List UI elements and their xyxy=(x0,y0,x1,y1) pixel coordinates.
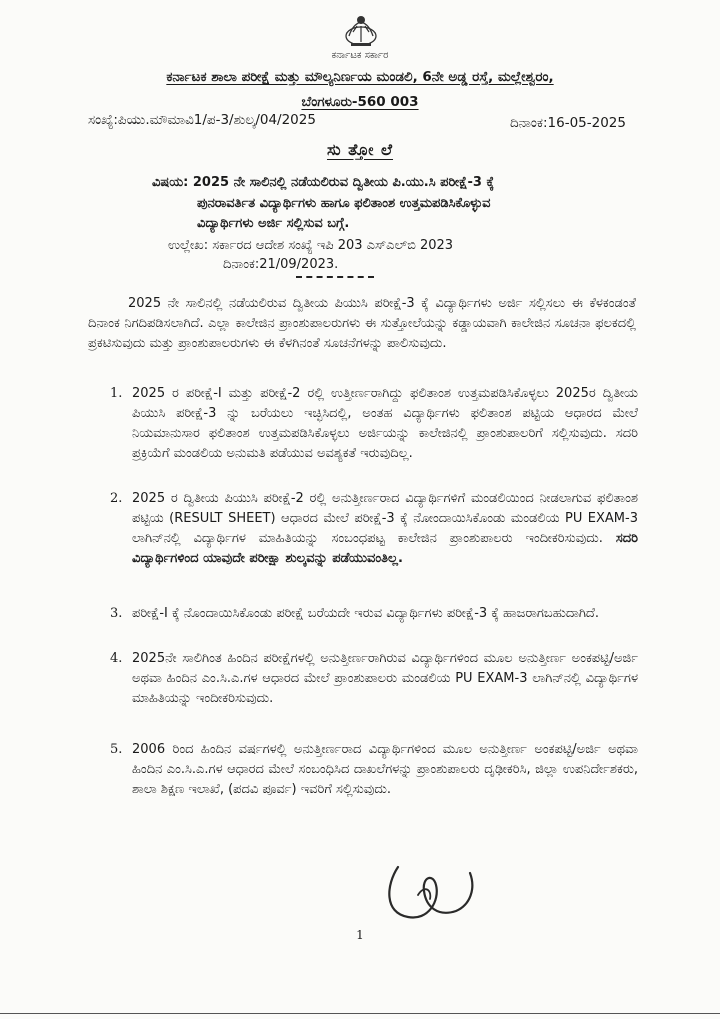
list-item-text: 2025 ರ ದ್ವಿತೀಯ ಪಿಯುಸಿ ಪರೀಕ್ಷೆ-2 ರಲ್ಲಿ ಅನುತ್ತೀರ್ಣರಾದ ವಿದ್ಯಾರ್ಥಿಗಳಿಗೆ ಮಂಡಲಿಯಿಂದ ನೀಡಲಾಗುವ ಫಲಿತಾಂಶ ಪಟ್ಟಿಯ (RESULT SHEET) ಆಧಾರದ ಮೇಲೆ ಪರೀಕ್ಷೆ-3 ಕ್ಕೆ ನೋಂದಾಯಿಸಿಕೊಂಡು ಮಂಡಲಿಯ PU EXAM-3 ಲಾಗಿನ್‌ನಲ್ಲಿ ವಿದ್ಯಾರ್ಥಿಗಳ ಮಾಹಿತಿಯನ್ನು ಸಂಬಂಧಪಟ್ಟ ಕಾಲೇಜಿನ ಪ್ರಾಂಶುಪಾಲರು ಇಂದೀಕರಿಸುವುದು. xyxy=(132,491,638,546)
list-item-text: 2025ನೇ ಸಾಲಿಗಿಂತ ಹಿಂದಿನ ಪರೀಕ್ಷೆಗಳಲ್ಲಿ ಅನುತ್ತೀರ್ಣರಾಗಿರುವ ವಿದ್ಯಾರ್ಥಿಗಳಿಂದ ಮೂಲ ಅನುತ್ತೀರ್ಣ ಅಂಕಪಟ್ಟಿ/ಅರ್ಜಿ ಅಥವಾ ಹಿಂದಿನ ಎಂ.ಸಿ.ಎ.ಗಳ ಆಧಾರದ ಮೇಲೆ ಪ್ರಾಂಶುಪಾಲರು ಮಂಡಲಿಯ PU EXAM-3 ಲಾಗಿನ್‌ನಲ್ಲಿ ವಿದ್ಯಾರ್ಥಿಗಳ ಮಾಹಿತಿಯನ್ನು ಇಂದೀಕರಿಸುವುದು. xyxy=(132,651,638,706)
reference-block xyxy=(168,236,628,274)
list-item xyxy=(110,604,638,624)
list-item xyxy=(110,384,638,464)
bottom-rule xyxy=(0,1013,720,1014)
list-item-number: 1. xyxy=(110,386,123,401)
government-label: ಕರ್ನಾಟಕ ಸರ್ಕಾರ xyxy=(331,50,389,61)
separator-dashes xyxy=(296,276,374,278)
list-item-text: ಪರೀಕ್ಷೆ-I ಕ್ಕೆ ನೊಂದಾಯಿಸಿಕೊಂಡು ಪರೀಕ್ಷೆ ಬರೆಯದೇ ಇರುವ ವಿದ್ಯಾರ್ಥಿಗಳು ಪರೀಕ್ಷೆ-3 ಕ್ಕೆ ಹಾಜರಾಗಬಹುದಾಗಿದೆ. xyxy=(132,606,599,621)
list-item xyxy=(110,489,638,569)
circular-date: ದಿನಾಂಕ:16-05-2025 xyxy=(509,115,626,131)
reference-line1: ಸರ್ಕಾರದ ಆದೇಶ ಸಂಖ್ಯೆ ಇಪಿ 203 ಎಸ್‌ಎಲ್‌ಬಿ 2023 xyxy=(212,238,454,253)
list-item-number: 4. xyxy=(110,651,123,666)
list-item xyxy=(110,740,638,800)
subject-block xyxy=(152,173,632,235)
list-item-number: 3. xyxy=(110,606,123,621)
signature-mark xyxy=(378,855,498,935)
subject-line2: ಪುನರಾವರ್ತಿತ ವಿದ್ಯಾರ್ಥಿಗಳು ಹಾಗೂ ಫಲಿತಾಂಶ ಉತ್ತಮಪಡಿಸಿಕೊಳ್ಳುವ xyxy=(197,195,491,211)
state-emblem-icon xyxy=(341,12,381,48)
subject-label: ವಿಷಯ: xyxy=(152,175,189,190)
list-item-number: 5. xyxy=(110,742,123,757)
list-item-text: 2006 ರಿಂದ ಹಿಂದಿನ ವರ್ಷಗಳಲ್ಲಿ ಅನುತ್ತೀರ್ಣರಾದ ವಿದ್ಯಾರ್ಥಿಗಳಿಂದ ಮೂಲ ಅನುತ್ತೀರ್ಣ ಅಂಕಪಟ್ಟಿ/ಅರ್ಜಿ ಅಥವಾ ಹಿಂದಿನ ಎಂ.ಸಿ.ಎ.ಗಳ ಆಧಾರದ ಮೇಲೆ ಸಂಬಂಧಿಸಿದ ದಾಖಲೆಗಳನ್ನು ಪ್ರಾಂಶುಪಾಲರು ದೃಢೀಕರಿಸಿ, ಜಿಲ್ಲಾ ಉಪನಿರ್ದೇಶಕರು, ಶಾಲಾ ಶಿಕ್ಷಣ ಇಲಾಖೆ, (ಪದವಿ ಪೂರ್ವ) ಇವರಿಗೆ ಸಲ್ಲಿಸುವುದು. xyxy=(132,742,638,797)
list-item-text: 2025 ರ ಪರೀಕ್ಷೆ-I ಮತ್ತು ಪರೀಕ್ಷೆ-2 ರಲ್ಲಿ ಉತ್ತೀರ್ಣರಾಗಿದ್ದು ಫಲಿತಾಂಶ ಉತ್ತಮಪಡಿಸಿಕೊಳ್ಳಲು 2025ರ ದ್ವಿತೀಯ ಪಿಯುಸಿ ಪರೀಕ್ಷೆ-3 ನ್ನು ಬರೆಯಲು ಇಚ್ಛಿಸಿದಲ್ಲಿ, ಅಂತಹ ವಿದ್ಯಾರ್ಥಿಗಳು ಫಲಿತಾಂಶ ಪಟ್ಟಿಯ ಆಧಾರದ ಮೇಲೆ ನಿಯಮಾನುಸಾರ ಫಲಿತಾಂಶ ಉತ್ತಮಪಡಿಸಿಕೊಳ್ಳಲು ಅರ್ಜಿಯನ್ನು ಕಾಲೇಜಿನಲ್ಲಿ ಪ್ರಾಂಶುಪಾಲರಿಗೆ ಸಲ್ಲಿಸುವುದು. ಸದರಿ ಪ್ರಕ್ರಿಯೆಗೆ ಮಂಡಲಿಯ ಅನುಮತಿ ಪಡೆಯುವ ಅವಶ್ಯಕತೆ ಇರುವುದಿಲ್ಲ. xyxy=(132,386,638,461)
board-address-line2: ಬೆಂಗಳೂರು-560 003 xyxy=(301,94,419,110)
reference-number: ಸಂಖ್ಯೆ:ಪಿಯು.ಮೌಮಾವಿ1/ಪ-3/ಶುಲ್ಕ/04/2025 xyxy=(88,112,316,128)
fee-notice-text: ಸದರಿ ವಿದ್ಯಾರ್ಥಿಗಳಿಂದ ಯಾವುದೇ ಪರೀಕ್ಷಾ ಶುಲ್ಕವನ್ನು ಪಡೆಯುವಂತಿಲ್ಲ. xyxy=(132,531,638,566)
list-item xyxy=(110,649,638,709)
subject-line3: ವಿದ್ಯಾರ್ಥಿಗಳು ಅರ್ಜಿ ಸಲ್ಲಿಸುವ ಬಗ್ಗೆ. xyxy=(197,216,350,231)
reference-label: ಉಲ್ಲೇಖ: xyxy=(168,238,209,253)
subject-line1: 2025 ನೇ ಸಾಲಿನಲ್ಲಿ ನಡೆಯಲಿರುವ ದ್ವಿತೀಯ ಪಿ.ಯು.ಸಿ ಪರೀಕ್ಷೆ-3 ಕ್ಕೆ xyxy=(192,175,495,190)
page-title: ಸು ತ್ತೋ ಲೆ xyxy=(326,140,394,159)
reference-line2: ದಿನಾಂಕ:21/09/2023. xyxy=(223,257,339,272)
intro-paragraph: 2025 ನೇ ಸಾಲಿನಲ್ಲಿ ನಡೆಯಲಿರುವ ದ್ವಿತೀಯ ಪಿಯುಸಿ ಪರೀಕ್ಷೆ-3 ಕ್ಕೆ ವಿದ್ಯಾರ್ಥಿಗಳು ಅರ್ಜಿ ಸಲ್ಲಿಸಲು ಈ ಕೆಳಕಂಡಂತೆ ದಿನಾಂಕ ನಿಗದಿಪಡಿಸಲಾಗಿದೆ. ಎಲ್ಲಾ ಕಾಲೇಜಿನ ಪ್ರಾಂಶುಪಾಲರುಗಳು ಈ ಸುತ್ತೋಲೆಯನ್ನು ಕಡ್ಡಾಯವಾಗಿ ಕಾಲೇಜಿನ ಸೂಚನಾ ಫಲಕದಲ್ಲಿ ಪ್ರಕಟಿಸುವುದು ಮತ್ತು ಪ್ರಾಂಶುಪಾಲರುಗಳು ಈ ಕೆಳಗಿನಂತೆ ಸೂಚನೆಗಳನ್ನು ಪಾಲಿಸುವುದು. xyxy=(88,296,636,351)
list-item-number: 2. xyxy=(110,491,123,506)
board-address-line1: ಕರ್ನಾಟಕ ಶಾಲಾ ಪರೀಕ್ಷೆ ಮತ್ತು ಮೌಲ್ಯನಿರ್ಣಯ ಮಂಡಲಿ, 6ನೇ ಅಡ್ಡ ರಸ್ತೆ, ಮಲ್ಲೇಶ್ವರಂ, xyxy=(166,69,554,85)
page-number: 1 xyxy=(356,928,364,942)
